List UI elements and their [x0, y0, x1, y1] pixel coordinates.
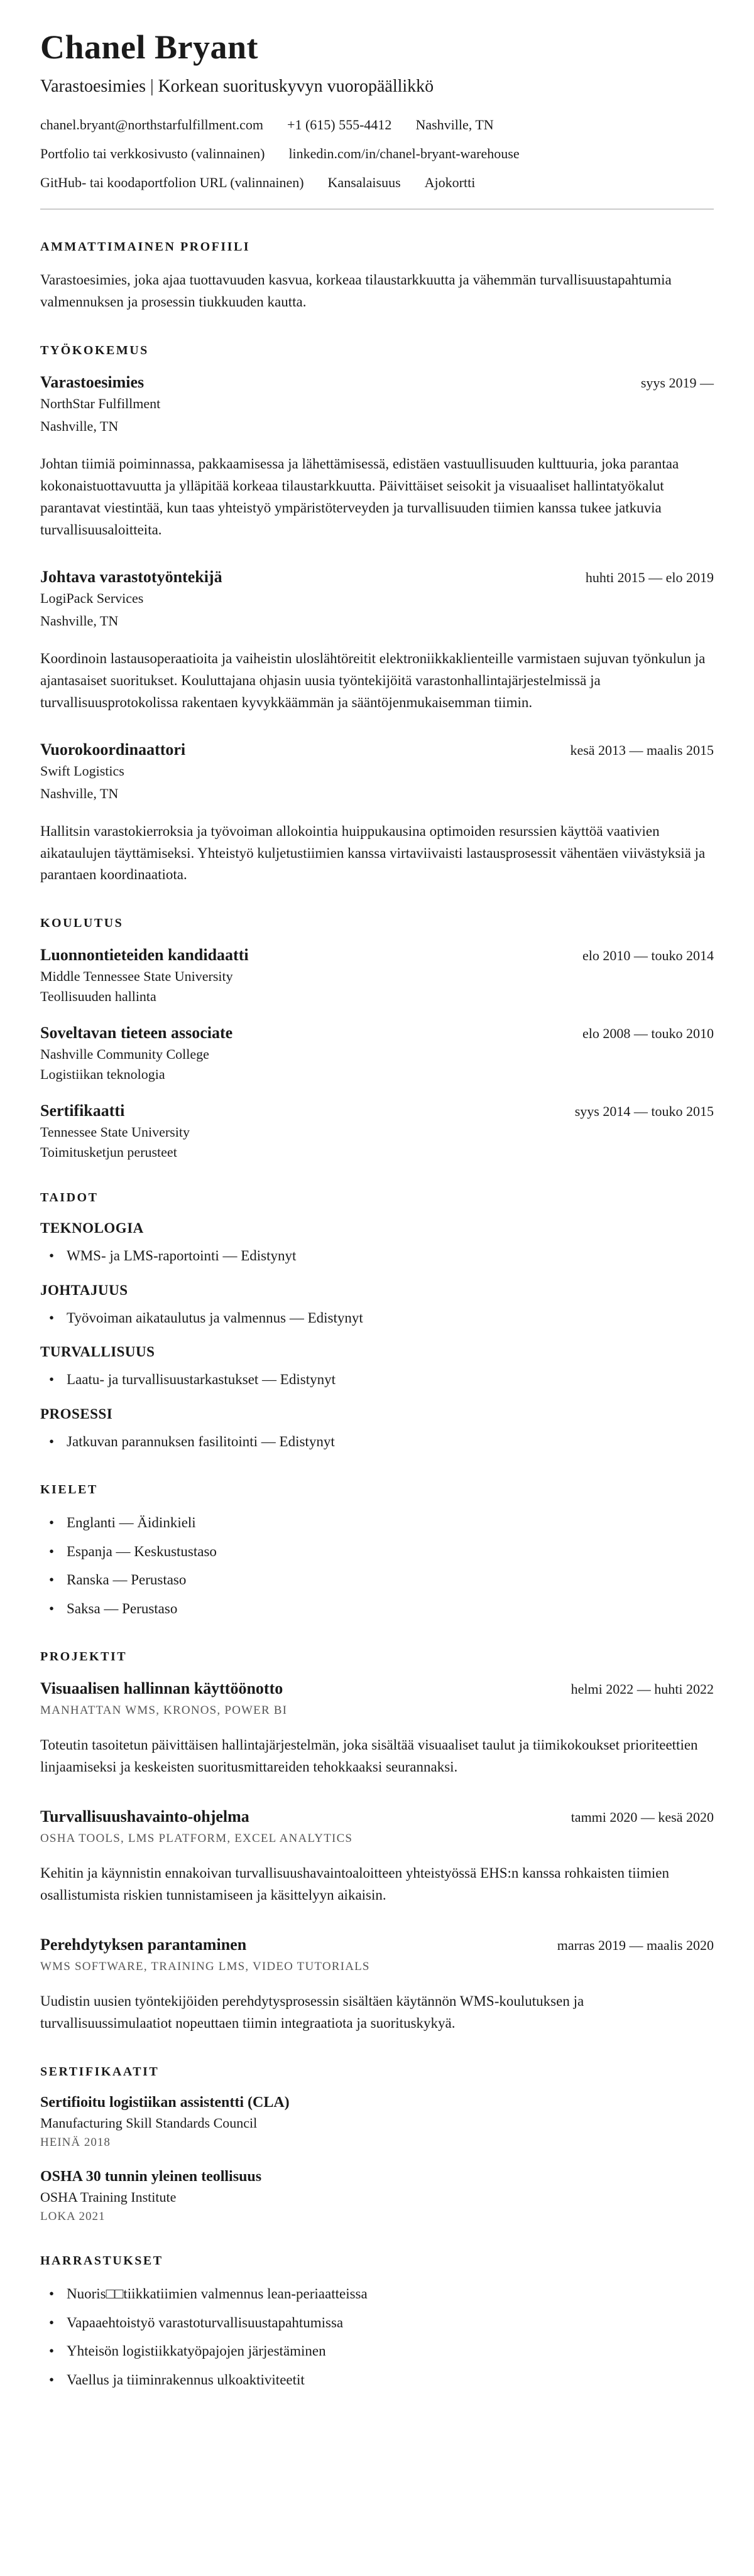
- section-heading: HARRASTUKSET: [40, 2254, 163, 2268]
- skill-item-text: Jatkuvan parannuksen fasilitointi — Edistynyt: [67, 1433, 335, 1449]
- job-header: [40, 568, 714, 587]
- section-heading: KOULUTUS: [40, 916, 124, 931]
- section-experience: [40, 344, 714, 887]
- language-item-text: Englanti — Äidinkieli: [67, 1515, 196, 1531]
- degree-title: Sertifikaatti: [40, 1101, 125, 1120]
- candidate-title: Varastoesimies | Korkean suorituskyvyn vuoropäällikkö: [40, 77, 434, 96]
- degree-title: Luonnontieteiden kandidaatti: [40, 946, 249, 965]
- education-entry: [40, 946, 714, 1005]
- hobby-item: [40, 2369, 714, 2391]
- profile-text: Varastoesimies, joka ajaa tuottavuuden kasvua, korkeaa tilaustarkkuutta ja vähemmän turvallisuustapahtumia valmennuksen ja prosessin tiukkuuden kautta.: [40, 272, 672, 310]
- field-of-study: Logistiikan teknologia: [40, 1066, 165, 1083]
- skill-category: JOHTAJUUS: [40, 1282, 128, 1298]
- skill-item: [40, 1245, 714, 1267]
- bullet-icon: [49, 2312, 67, 2334]
- degree-title: Soveltavan tieteen associate: [40, 1024, 233, 1042]
- school-name: Middle Tennessee State University: [40, 968, 233, 985]
- skill-category: TEKNOLOGIA: [40, 1220, 144, 1237]
- education-dates: elo 2010 — touko 2014: [582, 948, 714, 964]
- bullet-icon: [49, 2283, 67, 2305]
- education-dates: syys 2014 — touko 2015: [574, 1103, 714, 1120]
- section-heading: KIELET: [40, 1483, 98, 1497]
- project-header: [40, 1679, 714, 1698]
- certification-date: HEINÄ 2018: [40, 2136, 111, 2150]
- skill-group: [40, 1282, 714, 1329]
- project-tools: OSHA TOOLS, LMS PLATFORM, EXCEL ANALYTICS: [40, 1832, 353, 1846]
- section-heading: AMMATTIMAINEN PROFIILI: [40, 240, 251, 254]
- job-dates: kesä 2013 — maalis 2015: [570, 742, 714, 758]
- hobby-item: [40, 2283, 714, 2305]
- job-description: Koordinoin lastausoperaatioita ja vaiheistin uloslähtöreitit elektroniikkaklienteille varmistaen sujuvan työnkulun ja ajantasaiset suoritukset. Kouluttajana ohjasin uusia työntekijöitä varastonhallintajärjestelmissä ja turvallisuusprotokolissa rakentaen kyvykkäämmän ja sääntöjenmukaisemman tiimin.: [40, 650, 706, 710]
- hobby-item: [40, 2312, 714, 2334]
- bullet-icon: [49, 1512, 67, 1534]
- skill-group: [40, 1344, 714, 1391]
- job-title: Johtava varastotyöntekijä: [40, 567, 222, 586]
- job-header: [40, 373, 714, 392]
- project-description: Kehitin ja käynnistin ennakoivan turvallisuushavaintoaloitteen yhteistyössä EHS:n kanssa rohkaisten tiimien osallistumista riskien tunnistamiseen ja käsittelyyn aikaisin.: [40, 1865, 669, 1903]
- bullet-icon: [49, 1569, 67, 1591]
- school-name: Nashville Community College: [40, 1046, 209, 1063]
- project-description: Uudistin uusien työntekijöiden perehdytysprosessin sisältäen käytännön WMS-koulutuksen ja turvallisuussimulaatiot nopeuttaen tiimin integraatiota ja suorituskykyä.: [40, 1993, 584, 2032]
- certification-issuer: Manufacturing Skill Standards Council: [40, 2115, 258, 2131]
- field-of-study: Teollisuuden hallinta: [40, 988, 156, 1005]
- bullet-icon: [49, 2341, 67, 2362]
- project-title: Perehdytyksen parantaminen: [40, 1935, 247, 1954]
- education-header: [40, 1024, 714, 1042]
- bullet-icon: [49, 1307, 67, 1329]
- skill-group: [40, 1406, 714, 1453]
- skill-item: [40, 1369, 714, 1391]
- project-header: [40, 1807, 714, 1826]
- contact-linkedin: linkedin.com/in/chanel-bryant-warehouse: [288, 146, 520, 161]
- job-entry: [40, 568, 714, 714]
- skill-item-text: WMS- ja LMS-raportointi — Edistynyt: [67, 1248, 297, 1264]
- contact-location: Nashville, TN: [415, 117, 494, 133]
- section-skills: [40, 1191, 714, 1453]
- language-item: [40, 1569, 714, 1591]
- certification-entry: [40, 2168, 714, 2224]
- skill-item: [40, 1431, 714, 1453]
- contact-citizenship: Kansalaisuus: [327, 175, 401, 190]
- contact-portfolio: Portfolio tai verkkosivusto (valinnainen): [40, 146, 265, 161]
- hobby-item: [40, 2341, 714, 2362]
- hobby-item-text: Nuoris□□tiikkatiimien valmennus lean-periaatteissa: [67, 2286, 368, 2302]
- job-company: Swift Logistics: [40, 762, 124, 779]
- skill-item: [40, 1307, 714, 1329]
- field-of-study: Toimitusketjun perusteet: [40, 1144, 177, 1161]
- project-tools: MANHATTAN WMS, KRONOS, POWER BI: [40, 1704, 288, 1718]
- skill-item-text: Työvoiman aikataulutus ja valmennus — Edistynyt: [67, 1309, 363, 1326]
- language-item: [40, 1541, 714, 1563]
- contact-row-2: [40, 146, 714, 162]
- language-item-text: Ranska — Perustaso: [67, 1572, 187, 1588]
- project-dates: helmi 2022 — huhti 2022: [571, 1681, 714, 1697]
- job-location: Nashville, TN: [40, 418, 119, 434]
- section-heading: TAIDOT: [40, 1191, 99, 1205]
- education-dates: elo 2008 — touko 2010: [582, 1026, 714, 1042]
- project-entry: [40, 1807, 714, 1907]
- job-entry: [40, 740, 714, 887]
- job-location: Nashville, TN: [40, 785, 119, 801]
- project-description: Toteutin tasoitetun päivittäisen hallintajärjestelmän, joka sisältää visuaaliset taulut ja tiimikokoukset prioriteettien linjaamiseksi ja keskeisten suoritusmittareiden tehokkaaksi seurannaksi.: [40, 1737, 698, 1775]
- education-entry: [40, 1024, 714, 1083]
- contact-github: GitHub- tai koodaportfolion URL (valinnainen): [40, 175, 304, 190]
- bullet-icon: [49, 1541, 67, 1563]
- bullet-icon: [49, 2369, 67, 2391]
- job-company: NorthStar Fulfillment: [40, 395, 161, 411]
- section-hobbies: [40, 2254, 714, 2391]
- skill-item-text: Laatu- ja turvallisuustarkastukset — Edistynyt: [67, 1372, 336, 1388]
- section-heading: PROJEKTIT: [40, 1650, 128, 1664]
- job-dates: syys 2019 —: [640, 374, 714, 391]
- skill-group: [40, 1220, 714, 1267]
- bullet-icon: [49, 1598, 67, 1620]
- certification-name: OSHA 30 tunnin yleinen teollisuus: [40, 2168, 262, 2185]
- contact-phone: +1 (615) 555-4412: [287, 117, 392, 133]
- candidate-name: Chanel Bryant: [40, 28, 259, 66]
- hobby-item-text: Yhteisön logistiikkatyöpajojen järjestäminen: [67, 2343, 326, 2359]
- skill-category: PROSESSI: [40, 1405, 113, 1422]
- project-entry: [40, 1935, 714, 2035]
- school-name: Tennessee State University: [40, 1124, 190, 1140]
- education-header: [40, 946, 714, 965]
- education-entry: [40, 1101, 714, 1161]
- job-title: Varastoesimies: [40, 372, 145, 391]
- section-certifications: [40, 2065, 714, 2224]
- skill-category: TURVALLISUUS: [40, 1344, 155, 1360]
- education-header: [40, 1101, 714, 1120]
- job-dates: huhti 2015 — elo 2019: [585, 569, 714, 585]
- job-header: [40, 740, 714, 759]
- section-heading: TYÖKOKEMUS: [40, 343, 149, 357]
- section-heading: SERTIFIKAATIT: [40, 2065, 160, 2079]
- project-tools: WMS SOFTWARE, TRAINING LMS, VIDEO TUTORIALS: [40, 1960, 370, 1974]
- bullet-icon: [49, 1245, 67, 1267]
- project-header: [40, 1935, 714, 1954]
- job-location: Nashville, TN: [40, 612, 119, 629]
- contact-email: chanel.bryant@northstarfulfillment.com: [40, 117, 264, 133]
- certification-entry: [40, 2094, 714, 2150]
- job-entry: [40, 373, 714, 541]
- job-title: Vuorokoordinaattori: [40, 740, 186, 759]
- hobby-item-text: Vapaaehtoistyö varastoturvallisuustapahtumissa: [67, 2314, 344, 2330]
- bullet-icon: [49, 1431, 67, 1453]
- section-education: [40, 916, 714, 1161]
- header-divider: [40, 208, 714, 210]
- project-entry: [40, 1679, 714, 1778]
- project-dates: marras 2019 — maalis 2020: [557, 1937, 714, 1954]
- language-item: [40, 1598, 714, 1620]
- certification-date: LOKA 2021: [40, 2210, 106, 2224]
- section-projects: [40, 1650, 714, 2035]
- language-item: [40, 1512, 714, 1534]
- job-company: LogiPack Services: [40, 590, 144, 606]
- project-dates: tammi 2020 — kesä 2020: [571, 1809, 714, 1826]
- language-item-text: Saksa — Perustaso: [67, 1600, 178, 1616]
- project-title: Visuaalisen hallinnan käyttöönotto: [40, 1679, 283, 1698]
- section-languages: [40, 1483, 714, 1620]
- contact-driving-license: Ajokortti: [424, 175, 476, 190]
- contact-row-3: [40, 175, 714, 191]
- certification-name: Sertifioitu logistiikan assistentti (CLA): [40, 2094, 290, 2111]
- job-description: Johtan tiimiä poiminnassa, pakkaamisessa ja lähettämisessä, edistäen vastuullisuuden kulttuuria, joka parantaa kokonaistuottavuutta ja ylläpitää korkeaa tilaustarkkuutta. Päivittäiset seisokit ja visuaaliset hallintatyökalut parantavat viestintää, kun taas yhteistyö ympäristöterveyden ja turvallisuuden tiimien kanssa tukee jatkuvia turvallisuusaloitteita.: [40, 455, 679, 538]
- job-description: Hallitsin varastokierroksia ja työvoiman allokointia huippukausina optimoiden resurssien käyttöä vaativien aikataulujen täyttämiseksi. Yhteistyö kuljetustiimien kanssa virtaviivaisti lastausprosessit vähentäen viivästyksiä ja parantaen koordinaatiota.: [40, 823, 706, 883]
- bullet-icon: [49, 1369, 67, 1391]
- project-title: Turvallisuushavainto-ohjelma: [40, 1807, 249, 1826]
- certification-issuer: OSHA Training Institute: [40, 2189, 177, 2205]
- language-item-text: Espanja — Keskustustaso: [67, 1543, 217, 1559]
- contact-row-1: [40, 117, 714, 133]
- hobby-item-text: Vaellus ja tiiminrakennus ulkoaktiviteetit: [67, 2371, 305, 2388]
- section-profile: [40, 240, 714, 313]
